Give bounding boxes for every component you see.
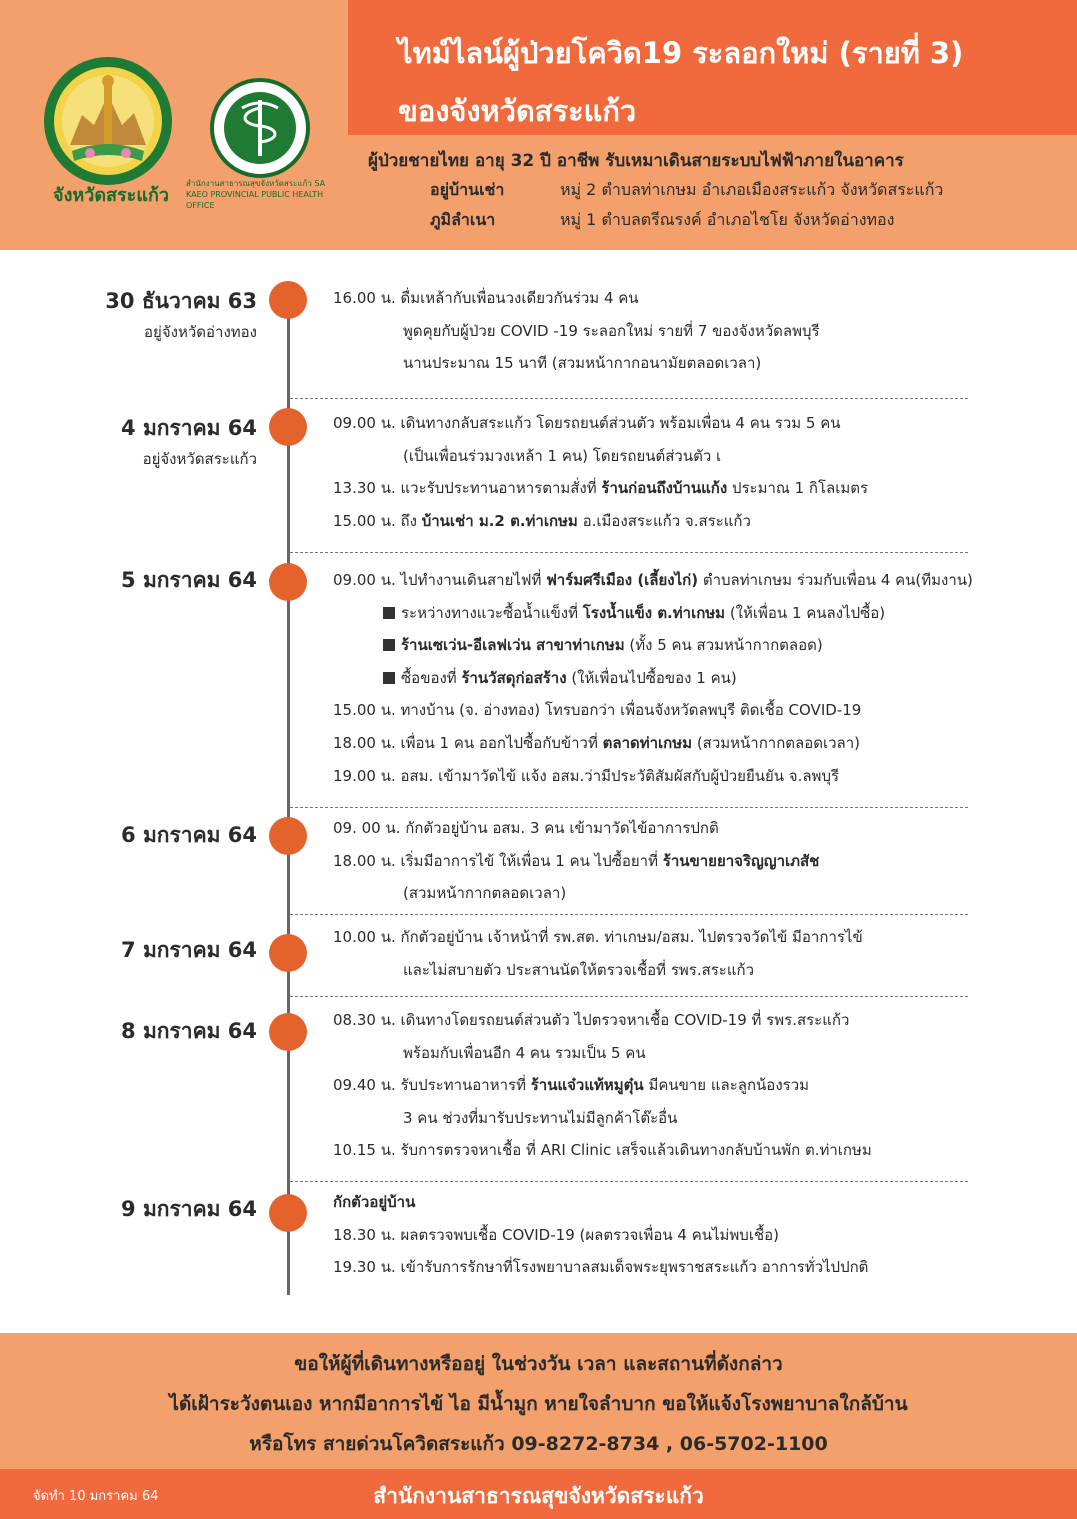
timeline-date xyxy=(121,412,257,471)
moph-seal-icon xyxy=(210,78,310,178)
event-line: 10.00 น. กักตัวอยู่บ้าน เจ้าหน้าที่ รพ.สต. ท่าเกษม/อสม. ไปตรวจวัดไข้ มีอาการไข้ xyxy=(333,928,863,946)
timeline-date xyxy=(105,285,257,344)
event-line: 15.00 น. ถึง บ้านเช่า ม.2 ต.ท่าเกษม อ.เมืองสระแก้ว จ.สระแก้ว xyxy=(333,511,751,530)
place-name: ร้านเซเว่น-อีเลฟเว่น สาขาท่าเกษม xyxy=(401,636,625,655)
timeline-date xyxy=(121,1015,257,1048)
timeline-events xyxy=(333,1004,872,1167)
event-line: 18.30 น. ผลตรวจพบเชื้อ COVID-19 (ผลตรวจเพื่อน 4 คนไม่พบเชื้อ) xyxy=(333,1225,780,1244)
square-bullet-icon xyxy=(383,607,395,619)
notice-line: ได้เฝ้าระวังตนเอง หากมีอาการไข้ ไอ มีน้ำมูก หายใจลำบาก ขอให้แจ้งโรงพยาบาลใกล้บ้าน xyxy=(169,1393,908,1415)
place-name: ร้านวัสดุก่อสร้าง xyxy=(461,668,567,687)
event-line: และไม่สบายตัว ประสานนัดให้ตรวจเชื้อที่ รพร.สระแก้ว xyxy=(403,960,755,979)
rental-label: อยู่บ้านเช่า xyxy=(430,180,505,199)
header xyxy=(0,0,1077,250)
event-line: นานประมาณ 15 นาที (สวมหน้ากากอนามัยตลอดเวลา) xyxy=(403,354,762,373)
timeline-dot xyxy=(269,281,307,319)
place-name: ร้านแจ๋วแท้หมูตุ๋น xyxy=(530,1076,644,1095)
timeline-events xyxy=(333,407,868,537)
timeline-axis xyxy=(287,298,290,1295)
event-line: พูดคุยกับผู้ป่วย COVID -19 ระลอกใหม่ รายที่ 7 ของจังหวัดลพบุรี xyxy=(403,321,820,340)
day-separator xyxy=(290,398,968,399)
event-line: 13.30 น. แวะรับประทานอาหารตามสั่งที่ ร้านก่อนถึงบ้านแก้ง ประมาณ 1 กิโลเมตร xyxy=(333,479,869,498)
timeline-date xyxy=(121,564,257,597)
hometown-label: ภูมิลำเนา xyxy=(430,210,496,229)
rental-value: หมู่ 2 ตำบลท่าเกษม อำเภอเมืองสระแก้ว จังหวัดสระแก้ว xyxy=(560,180,944,199)
page-subtitle: ของจังหวัดสระแก้ว xyxy=(398,94,637,128)
hometown-value: หมู่ 1 ตำบลตรีณรงค์ อำเภอไชโย จังหวัดอ่างทอง xyxy=(560,210,895,229)
notice-emphasis: ขอให้แจ้งโรงพยาบาลใกล้บ้าน xyxy=(662,1393,908,1415)
organization-name: สำนักงานสาธารณสุขจังหวัดสระแก้ว xyxy=(373,1484,704,1508)
event-line: 08.30 น. เดินทางโดยรถยนต์ส่วนตัว ไปตรวจหาเชื้อ COVID-19 ที่ รพร.สระแก้ว xyxy=(333,1011,850,1029)
timeline-dot xyxy=(269,934,307,972)
date-label: 7 มกราคม 64 xyxy=(121,938,257,962)
event-bullet: ร้านเซเว่น-อีเลฟเว่น สาขาท่าเกษม (ทั้ง 5 คน สวมหน้ากากตลอด) xyxy=(333,629,973,662)
event-line: 19.00 น. อสม. เข้ามาวัดไข้ แจ้ง อสม.ว่ามีประวัติสัมผัสกับผู้ป่วยยืนยัน จ.ลพบุรี xyxy=(333,766,840,785)
timeline-events xyxy=(333,1186,868,1284)
event-line: 18.00 น. เพื่อน 1 คน ออกไปซื้อกับข้าวที่ ตลาดท่าเกษม (สวมหน้ากากตลอดเวลา) xyxy=(333,733,860,752)
event-line: 09. 00 น. กักตัวอยู่บ้าน อสม. 3 คน เข้ามาวัดไข้อาการปกติ xyxy=(333,819,719,837)
rental-address-row xyxy=(430,178,943,203)
timeline-dot xyxy=(269,408,307,446)
date-label: 30 ธันวาคม 63 xyxy=(105,289,257,313)
day-separator xyxy=(290,552,968,553)
province-logo-text: จังหวัดสระแก้ว xyxy=(53,185,169,206)
place-name: ร้านขายยาจริญญาเภสัช xyxy=(662,851,820,870)
hotline-line: หรือโทร สายด่วนโควิดสระแก้ว 09-8272-8734 , 06-5702-1100 xyxy=(249,1433,828,1455)
event-bullet: ซื้อของที่ ร้านวัสดุก่อสร้าง (ให้เพื่อนไปซื้อของ 1 คน) xyxy=(333,662,973,695)
event-line: 09.00 น. ไปทำงานเดินสายไฟที่ ฟาร์มศรีเมือง (เลี้ยงไก่) ตำบลท่าเกษม ร่วมกับเพื่อน 4 คน(ทีมงาน) xyxy=(333,571,973,589)
hotline-name: สายด่วนโควิดสระแก้ว xyxy=(322,1433,505,1455)
event-line: พร้อมกับเพื่อนอีก 4 คน รวมเป็น 5 คน xyxy=(403,1043,646,1062)
date-location: อยู่จังหวัดสระแก้ว xyxy=(142,450,257,468)
day-separator xyxy=(290,914,968,915)
day-separator xyxy=(290,807,968,808)
notice-line: ขอให้ผู้ที่เดินทางหรืออยู่ ในช่วงวัน เวลา และสถานที่ดังกล่าว xyxy=(294,1353,783,1375)
timeline-date xyxy=(121,819,257,852)
date-label: 9 มกราคม 64 xyxy=(121,1197,257,1221)
hotline-numbers: 09-8272-8734 , 06-5702-1100 xyxy=(504,1433,828,1455)
timeline-events xyxy=(333,282,820,380)
province-seal-icon xyxy=(42,55,174,187)
place-name: โรงน้ำแข็ง ต.ท่าเกษม xyxy=(582,603,726,622)
event-line: 09.40 น. รับประทานอาหารที่ ร้านแจ๋วแท้หมูตุ๋น มีคนขาย และลูกน้องรวม xyxy=(333,1076,810,1095)
timeline-dot xyxy=(269,1013,307,1051)
timeline-events xyxy=(333,921,863,986)
event-line: 3 คน ช่วงที่มารับประทานไม่มีลูกค้าโต๊ะอื่น xyxy=(403,1108,678,1127)
event-line: 15.00 น. ทางบ้าน (จ. อ่างทอง) โทรบอกว่า เพื่อนจังหวัดลพบุรี ติดเชื้อ COVID-19 xyxy=(333,701,862,720)
place-name: ฟาร์มศรีเมือง (เลี้ยงไก่) xyxy=(546,571,699,589)
timeline-events xyxy=(333,564,973,792)
timeline-date xyxy=(121,1193,257,1226)
timeline-dot xyxy=(269,817,307,855)
event-line: 09.00 น. เดินทางกลับสระแก้ว โดยรถยนต์ส่วนตัว พร้อมเพื่อน 4 คน รวม 5 คน xyxy=(333,414,841,432)
place-name: ร้านก่อนถึงบ้านแก้ง xyxy=(601,479,728,498)
event-line: 18.00 น. เริ่มมีอาการไข้ ให้เพื่อน 1 คน ไปซื้อยาที่ ร้านขายยาจริญญาเภสัช xyxy=(333,851,820,870)
made-date: จัดทำ 10 มกราคม 64 xyxy=(33,1489,159,1504)
footer-notice xyxy=(0,1333,1077,1469)
patient-summary: ผู้ป่วยชายไทย อายุ 32 ปี อาชีพ รับเหมาเดินสายระบบไฟฟ้าภายในอาคาร xyxy=(368,151,904,171)
square-bullet-icon xyxy=(383,639,395,651)
date-label: 5 มกราคม 64 xyxy=(121,568,257,592)
date-label: 8 มกราคม 64 xyxy=(121,1019,257,1043)
event-line: 10.15 น. รับการตรวจหาเชื้อ ที่ ARI Clinic เสร็จแล้วเดินทางกลับบ้านพัก ต.ท่าเกษม xyxy=(333,1141,872,1160)
event-bullet: ระหว่างทางแวะซื้อน้ำแข็งที่ โรงน้ำแข็ง ต.ท่าเกษม (ให้เพื่อน 1 คนลงไปซื้อ) xyxy=(333,597,973,630)
day-separator xyxy=(290,1181,968,1182)
event-line: (สวมหน้ากากตลอดเวลา) xyxy=(403,884,567,903)
timeline-dot xyxy=(269,1194,307,1232)
event-line: (เป็นเพื่อนร่วมวงเหล้า 1 คน) โดยรถยนต์ส่วนตัว เ xyxy=(403,446,722,465)
timeline-date xyxy=(121,934,257,967)
hometown-row xyxy=(430,208,894,233)
day-separator xyxy=(290,996,968,997)
timeline-events xyxy=(333,812,819,910)
timeline-dot xyxy=(269,563,307,601)
page-title: ไทม์ไลน์ผู้ป่วยโควิด19 ระลอกใหม่ (รายที่ 3) xyxy=(398,36,964,70)
event-line: 19.30 น. เข้ารับการรักษาที่โรงพยาบาลสมเด็จพระยุพราชสระแก้ว อาการทั่วไปปกติ xyxy=(333,1258,869,1277)
date-label: 4 มกราคม 64 xyxy=(121,416,257,440)
date-location: อยู่จังหวัดอ่างทอง xyxy=(144,323,257,341)
logo-area xyxy=(0,0,348,250)
event-line: 16.00 น. ดื่มเหล้ากับเพื่อนวงเดียวกันร่วม 4 คน xyxy=(333,289,639,307)
date-label: 6 มกราคม 64 xyxy=(121,823,257,847)
title-banner xyxy=(348,0,1077,135)
square-bullet-icon xyxy=(383,672,395,684)
footer-bar xyxy=(0,1469,1077,1519)
place-name: บ้านเช่า ม.2 ต.ท่าเกษม xyxy=(421,511,578,530)
event-line: กักตัวอยู่บ้าน xyxy=(333,1193,416,1211)
patient-info xyxy=(348,135,1077,250)
moph-logo-text: สำนักงานสาธารณสุขจังหวัดสระแก้ว SA KAEO PROVINCIAL PUBLIC HEALTH OFFICE xyxy=(186,179,326,210)
place-name: ตลาดท่าเกษม xyxy=(602,733,693,752)
